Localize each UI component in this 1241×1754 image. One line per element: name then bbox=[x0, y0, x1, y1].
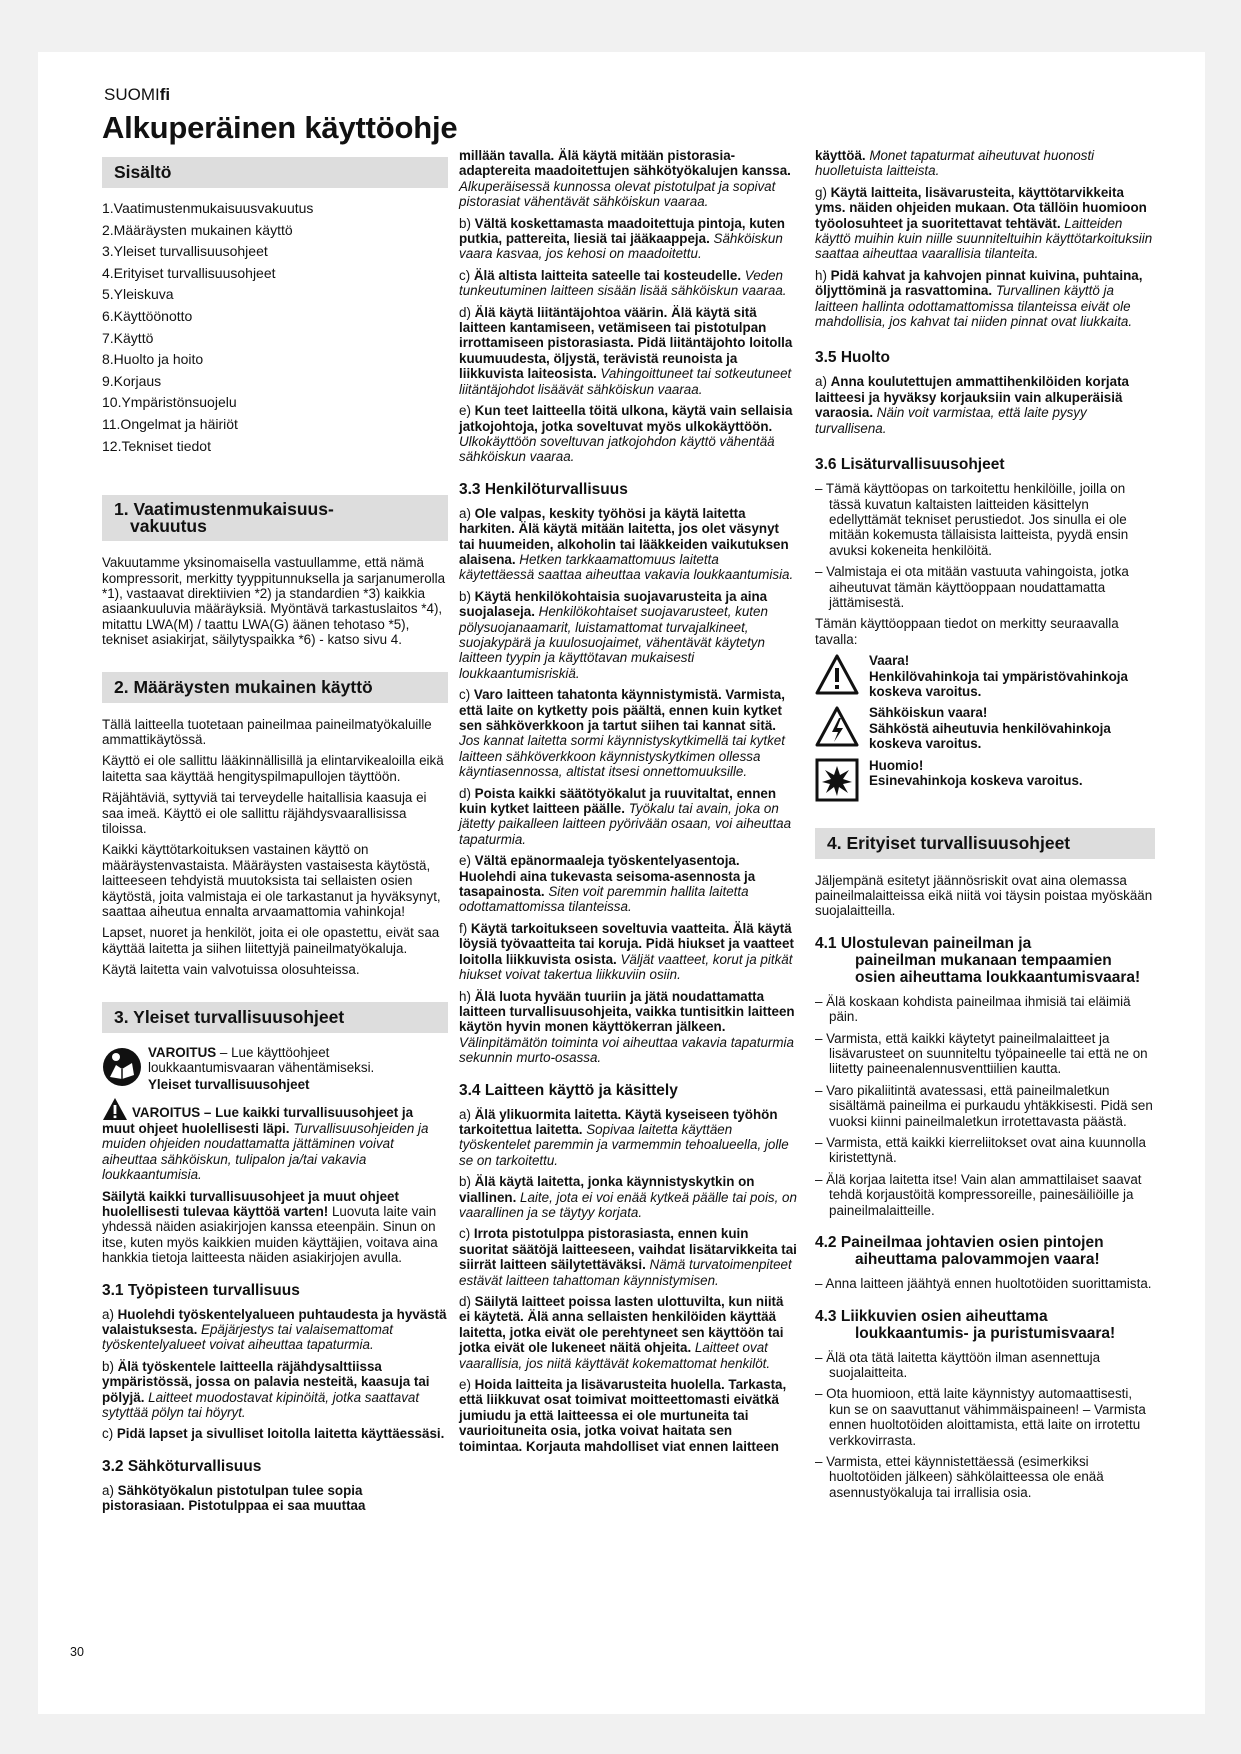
section-1-heading: 1. Vaatimustenmukaisuus- vakuutus bbox=[102, 495, 448, 541]
section-4-heading: 4. Erityiset turvallisuusohjeet bbox=[815, 828, 1155, 859]
property-damage-icon bbox=[815, 758, 859, 802]
danger-triangle-icon bbox=[815, 653, 859, 697]
section-2-paragraph: Kaikki käyttötarkoituksen vastainen käyttö on määräystenvastaista. Määräysten vastaisesta käytöstä, laitteeseen tehdyistä muutoksista tai sellaisten osien käytöstä, joita valmistaja ei ole tarkastanut ja hyväksynyt, saattaa aiheutua ennalta arvaamattomia vahinkoja! bbox=[102, 842, 441, 920]
safety-item: a) Anna koulutettujen ammattihenkilöiden korjata laitteesi ja hyväksy korjauksiin vain alkuperäisiä varaosia. Näin voit varmistaa, että laite pysyy turvallisena. bbox=[815, 374, 1129, 436]
safety-item: a) Huolehdi työskentelyalueen puhtaudesta ja hyvästä valaistuksesta. Epäjärjestys tai valaisemattomat työskentelyalueet voivat aiheuttaa tapaturmia. bbox=[102, 1306, 447, 1353]
list-item: – Älä korjaa laitetta itse! Vain alan ammattilaiset saavat tehdä korjaustöitä kompressoreille, painesäiliöille ja paineilmalaitteille. bbox=[815, 1171, 1142, 1218]
safety-item: b) Käytä henkilökohtaisia suojavarusteita ja aina suojalaseja. Henkilökohtaiset suojavarusteet, kuten pölysuojanaamarit, luistamattomat turvajalkineet, suojakypärä ja kuulosuojaimet, vähentävät käytetyn laitteen tyypin ja käyttötavan mukaisesti loukkaantumisriskiä. bbox=[459, 588, 768, 681]
section-2-paragraph: Lapset, nuoret ja henkilöt, joita ei ole opastettu, eivät saa käyttää laitetta ja siihen liitettyjä paineilmatyökaluja. bbox=[102, 925, 440, 956]
safety-item: c) Pidä lapset ja sivulliset loitolla laitetta käyttäessäsi. bbox=[102, 1426, 445, 1442]
language-label: SUOMIfi bbox=[104, 85, 171, 104]
general-warning: VAROITUS – Lue kaikki turvallisuusohjeet ja muut ohjeet huolellisesti läpi. Turvallisuusohjeiden ja muiden ohjeiden noudattamatta jättäminen voivat aiheuttaa sähköiskun, tulipalon ja/tai vakavia loukkaantumisia. bbox=[102, 1097, 448, 1183]
toc-item[interactable]: 8.Huolto ja hoito bbox=[102, 351, 204, 368]
section-4-1-heading: 4.1 Ulostulevan paineilman ja paineilman mukanaan tempaamien osien aiheuttama loukkaantumisvaara! bbox=[815, 934, 1141, 986]
section-2-paragraph: Käytä laitetta vain valvotuissa olosuhteissa. bbox=[102, 962, 360, 978]
legend-attention: Huomio! Esinevahinkoja koskeva varoitus. bbox=[815, 758, 1155, 802]
section-2-paragraph: Käyttö ei ole sallittu lääkinnällisillä ja elintarvikealoilla eikä laitetta saa käyttää hengityspilmapullojen täyttöön. bbox=[102, 753, 444, 784]
section-3-6-heading: 3.6 Lisäturvallisuusohjeet bbox=[815, 456, 1005, 474]
safety-item-continued: millään tavalla. Älä käytä mitään pistorasia-adaptereita maadoitettujen sähkötyökalujen kanssa. Alkuperäisessä kunnossa olevat pistotulpat ja sopivat pistorasiat vähentävät sähköiskun vaaraa. bbox=[459, 148, 791, 210]
safety-item: b) Älä työskentele laitteella räjähdysalttiissa ympäristössä, jossa on palavia nesteitä, kaasuja tai pölyjä. Laitteet muodostavat kipinöitä, jotka saattavat sytyttää pölyn tai höyryt. bbox=[102, 1358, 430, 1420]
safety-item: a) Ole valpas, keskity työhösi ja käytä laitetta harkiten. Älä käytä mitään laitetta, jos olet väsynyt tai huumeiden, alkoholin tai lääkkeiden vaikutuksen alaisena. Hetken tarkkaamattomuus laitetta käytettäessä saattaa aiheuttaa vakavia loukkaantumisia. bbox=[459, 505, 794, 583]
safety-item: h) Pidä kahvat ja kahvojen pinnat kuivina, puhtaina, öljyttöminä ja rasvattomina. Turvallinen käyttö ja laitteen hallinta odottamattomissa tilanteissa eivät ole mahdollisia, jos kahvat tai niiden pinnat ovat liukkaita. bbox=[815, 267, 1143, 330]
section-3-5-heading: 3.5 Huolto bbox=[815, 349, 890, 367]
safety-item: e) Vältä epänormaaleja työskentelyasentoja. Huolehdi aina tukevasta seisoma-asennosta ja tasapainosta. Siten voit paremmin hallita laitetta odottamattomissa tilanteissa. bbox=[459, 853, 756, 915]
safety-item: c) Irrota pistotulppa pistorasiasta, ennen kuin suoritat säätöjä laitteeseen, vaihdat lisätarvikkeita tai siirrät laitteen säilytettäväksi. Nämä turvatoimenpiteet estävät laitteen tahattoman käynnistymisen. bbox=[459, 1226, 797, 1288]
safety-item: d) Älä käytä liitäntäjohtoa väärin. Älä käytä sitä laitteen kantamiseen, vetämiseen tai pistotulpan irrottamiseen pistorasiasta. Pidä liitäntäjohto loitolla kuumuudesta, öljystä, terävistä reunoista ja liikkuvista laiteosista. Vahingoittuneet tai sotkeutuneet liitäntäjohdot lisäävät sähköiskun vaaraa. bbox=[459, 304, 793, 397]
safety-item: a) Sähkötyökalun pistotulpan tulee sopia pistorasiaan. Pistotulppaa ei saa muuttaa bbox=[102, 1482, 366, 1514]
safety-item: d) Poista kaikki säätötyökalut ja ruuvitaltat, ennen kuin kytket laitteen päälle. Työkalu tai avain, joka on jätetty paikalleen laitteen pyörivään osaan, voi aiheuttaa tapaturmia. bbox=[459, 785, 792, 847]
read-manual-icon bbox=[102, 1045, 142, 1089]
toc-item[interactable]: 12.Tekniset tiedot bbox=[102, 437, 211, 454]
safety-item: b) Älä käytä laitetta, jonka käynnistyskytkin on viallinen. Laite, jota ei voi enää kytkeä päälle tai pois, on vaarallinen ja se täytyy korjata. bbox=[459, 1174, 797, 1220]
list-item: – Varmista, että kaikki käytetyt paineilmalaitteet ja lisävarusteet on suunniteltu työpaineelle tai että ne on liitetty paineenalennusventtiilien kautta. bbox=[815, 1030, 1148, 1077]
legend-electric: Sähköiskun vaara! Sähköstä aiheutuvia henkilövahinkoja koskeva varoitus. bbox=[815, 705, 1155, 751]
safety-item: c) Älä altista laitteita sateelle tai kosteudelle. Veden tunkeutuminen laitteen sisään lisää sähköiskun vaaraa. bbox=[459, 267, 787, 299]
list-item: – Älä koskaan kohdista paineilmaa ihmisiä tai eläimiä päin. bbox=[815, 993, 1131, 1025]
section-1-text: Vakuutamme yksinomaisella vastuullamme, että nämä kompressorit, merkitty tyyppitunnuksella ja sarjanumerolla *1), vastaavat direktiivien *2) ja standardien *3) kaikkia asiaankuuluvia määräyksiä. Myöntävä tarkastuslaitos *4), mitattu LWA(M) / taattu LWA(G) äänen tehotaso *5), tekniset asiakirjat, säilytyspaikka *6) - katso sivu 4. bbox=[102, 555, 446, 648]
list-item: – Anna laitteen jäähtyä ennen huoltotöiden suorittamista. bbox=[815, 1276, 1152, 1292]
toc-item[interactable]: 7.Käyttö bbox=[102, 329, 154, 346]
marking-intro: Tämän käyttöoppaan tiedot on merkitty seuraavalla tavalla: bbox=[815, 616, 1119, 647]
toc-item[interactable]: 6.Käyttöönotto bbox=[102, 307, 193, 324]
read-manual-warning: VAROITUS – Lue käyttöohjeet loukkaantumisvaaran vähentämiseksi. Yleiset turvallisuusohjeet bbox=[102, 1045, 448, 1093]
toc-item[interactable]: 9.Korjaus bbox=[102, 372, 162, 389]
toc-item[interactable]: 11.Ongelmat ja häiriöt bbox=[102, 415, 238, 432]
safety-item: d) Säilytä laitteet poissa lasten ulottuvilta, kun niitä ei käytetä. Älä anna sellaisten henkilöiden käyttää laitetta, jotka eivät ole perehtyneet sen käyttöön tai jotka eivät ole lukeneet näitä ohjeita. Laitteet ovat vaarallisia, jos niitä käyttävät kokemattomat henkilöt. bbox=[459, 1294, 784, 1371]
toc-item[interactable]: 10.Ympäristönsuojelu bbox=[102, 394, 237, 411]
list-item: – Varmista, että kaikki kierreliitokset ovat aina kuunnolla kiristettynä. bbox=[815, 1135, 1146, 1166]
section-4-intro: Jäljempänä esitetyt jäännösriskit ovat aina olemassa paineilmalaitteissa eikä niitä voi täysin poistaa myöskään suojalaitteilla. bbox=[815, 872, 1153, 919]
toc-item[interactable]: 5.Yleiskuva bbox=[102, 286, 174, 303]
page-title: Alkuperäinen käyttöohje bbox=[102, 110, 458, 145]
list-item: – Varo pikaliitintä avatessasi, että paineilmaletkun sisältämä paineilma ei purkaudu yhtäkkisesti. Pidä sen vuoksi kiinni paineilmaletkun irrotettavasta päästä. bbox=[815, 1082, 1153, 1129]
column-1 bbox=[102, 157, 448, 1514]
section-4-2-heading: 4.2 Paineilmaa johtavien osien pintojen aiheuttama palovammojen vaara! bbox=[815, 1234, 1104, 1269]
safety-item: e) Hoida laitteita ja lisävarusteita huolella. Tarkasta, että liikkuvat osat toimivat moitteettomasti eivätkä jumiudu ja että laitteessa ei ole murtuneita tai vaurioituneita osia, jotka voivat haitata sen toimintaa. Korjauta mahdolliset viat ennen laitteen bbox=[459, 1377, 787, 1454]
section-4-3-heading: 4.3 Liikkuvien osien aiheuttama loukkaantumis- ja puristumisvaara! bbox=[815, 1307, 1116, 1342]
toc-item[interactable]: 4.Erityiset turvallisuusohjeet bbox=[102, 264, 276, 281]
safety-item: a) Älä ylikuormita laitetta. Käytä kyseiseen työhön tarkoitettua laitetta. Sopivaa laitetta käyttäen työskentelet paremmin ja varmemmin tehoalueella, jolle se on tarkoitettu. bbox=[459, 1106, 789, 1168]
safety-item: c) Varo laitteen tahatonta käynnistymistä. Varmista, että laite on kytketty pois päältä, ennen kuin kytket sen sähköverkkoon ja tartut siihen tai kannat sitä. Jos kannat laitetta sormi käynnistyskytkimellä tai kytket laitteen sähköverkkoon käynnistyskytkimen ollessa käyntiasennossa, altistat itsesi onnettomuuksille. bbox=[459, 687, 785, 780]
page-number: 30 bbox=[70, 1645, 84, 1659]
legend-danger: Vaara! Henkilövahinkoja tai ympäristövahinkoja koskeva varoitus. bbox=[815, 653, 1155, 699]
list-item: – Varmista, ettei käynnistettäessä (esimerkiksi huoltotöiden jälkeen) sähkölaitteessa ole enää asennustyökaluja tai irrallisia osia. bbox=[815, 1453, 1104, 1500]
safety-item-continued: käyttöä. Monet tapaturmat aiheutuvat huonosti huolletuista laitteista. bbox=[815, 148, 1095, 179]
section-2-paragraph: Tällä laitteella tuotetaan paineilmaa paineilmatyökaluille ammattikäytössä. bbox=[102, 716, 432, 747]
electric-shock-icon bbox=[815, 705, 859, 749]
toc-item[interactable]: 2.Määräysten mukainen käyttö bbox=[102, 221, 293, 238]
split-part-1: Sähkötyökalun pistotulpan tulee sopia pistorasiaan. Pistotulppaa ei saa muuttaa bbox=[102, 1482, 366, 1514]
section-2-heading: 2. Määräysten mukainen käyttö bbox=[102, 672, 448, 703]
keep-instructions: Säilytä kaikki turvallisuusohjeet ja muut ohjeet huolellisesti tulevaa käyttöä varten! Luovuta laite vain yhdessä näiden asiakirjojen kanssa eteenpäin. Sinun on itse, kuten myös kaikkien muiden käyttäjien, voitava aina hankkia tietoja laitteesta näiden asiakirjojen avulla. bbox=[102, 1188, 438, 1266]
table-of-contents bbox=[102, 198, 448, 457]
safety-item: h) Älä luota hyvään tuuriin ja jätä noudattamatta laitteen turvallisuusohjeita, vaikka tuntisitkin laitteen käytön hyvin monen käyttökerran jälkeen. Välinpitämätön toiminta voi aiheuttaa vakavia tapaturmia sekunnin murto-osassa. bbox=[459, 988, 795, 1066]
list-item: – Ota huomioon, että laite käynnistyy automaattisesti, kun se on saavuttanut vähimmäispaineen! – Varmista ennen huoltotöiden aloittamista, että laite on irrotettu verkkovirrasta. bbox=[815, 1386, 1146, 1448]
toc-item[interactable]: 3.Yleiset turvallisuusohjeet bbox=[102, 243, 268, 260]
safety-item: f) Käytä tarkoitukseen soveltuvia vaatteita. Älä käytä löysiä työvaatteita tai koruja. Pidä hiukset ja vaatteet loitolla liikkuvista osista. Väljät vaatteet, korut ja pitkät hiukset voivat takertua liikkuviin osiin. bbox=[459, 920, 794, 983]
list-item: – Tämä käyttöopas on tarkoitettu henkilöille, joilla on tässä kuvatun kaltaisten laitteiden käsittelyn edellyttämät tekniset perustiedot. Jos sinulla ei ole mitään kokemusta tällaisista laitteista, pyydä ensin avuksi kokeneita henkilöitä. bbox=[815, 481, 1129, 558]
section-3-3-heading: 3.3 Henkilöturvallisuus bbox=[459, 480, 628, 498]
safety-item: e) Kun teet laitteella töitä ulkona, käytä vain sellaisia jatkojohtoja, jotka soveltuvat myös ulkokäyttöön. Ulkokäyttöön soveltuvan jatkojohdon käyttö vähentää sähköiskun vaaraa. bbox=[459, 403, 793, 465]
section-2-paragraph: Räjähtäviä, syttyviä tai terveydelle haitallisia kaasuja ei saa imeä. Käyttö ei ole sallittu räjähdysvaarallisissa tiloissa. bbox=[102, 790, 427, 836]
column-2 bbox=[459, 148, 797, 1454]
list-item: – Älä ota tätä laitetta käyttöön ilman asennettuja suojalaitteita. bbox=[815, 1349, 1101, 1380]
section-3-1-heading: 3.1 Työpisteen turvallisuus bbox=[102, 1281, 300, 1299]
list-item: – Valmistaja ei ota mitään vastuuta vahingoista, jotka aiheutuvat tämän käyttöoppaan noudattamatta jättämisestä. bbox=[815, 564, 1129, 610]
safety-item: g) Käytä laitteita, lisävarusteita, käyttötarvikkeita yms. näiden ohjeiden mukaan. Ota tällöin huomioon työolosuhteet ja suoritettavat tehtävät. Laitteiden käyttö muihin kuin niille suunniteltuihin käyttötarkoituksiin saattaa aiheuttaa vaarallisia tilanteita. bbox=[815, 184, 1153, 262]
warning-triangle-icon bbox=[102, 1097, 128, 1121]
column-3 bbox=[815, 148, 1155, 1506]
toc-item[interactable]: 1.Vaatimustenmukaisuusvakuutus bbox=[102, 200, 314, 216]
toc-heading: Sisältö bbox=[102, 157, 448, 188]
section-3-heading: 3. Yleiset turvallisuusohjeet bbox=[102, 1002, 448, 1033]
section-3-4-heading: 3.4 Laitteen käyttö ja käsittely bbox=[459, 1081, 678, 1099]
section-3-2-heading: 3.2 Sähköturvallisuus bbox=[102, 1457, 262, 1475]
safety-item: b) Vältä koskettamasta maadoitettuja pintoja, kuten putkia, pattereita, liesiä tai jääkaappeja. Sähköiskun vaara kasvaa, jos kehosi on maadoitettu. bbox=[459, 215, 785, 262]
